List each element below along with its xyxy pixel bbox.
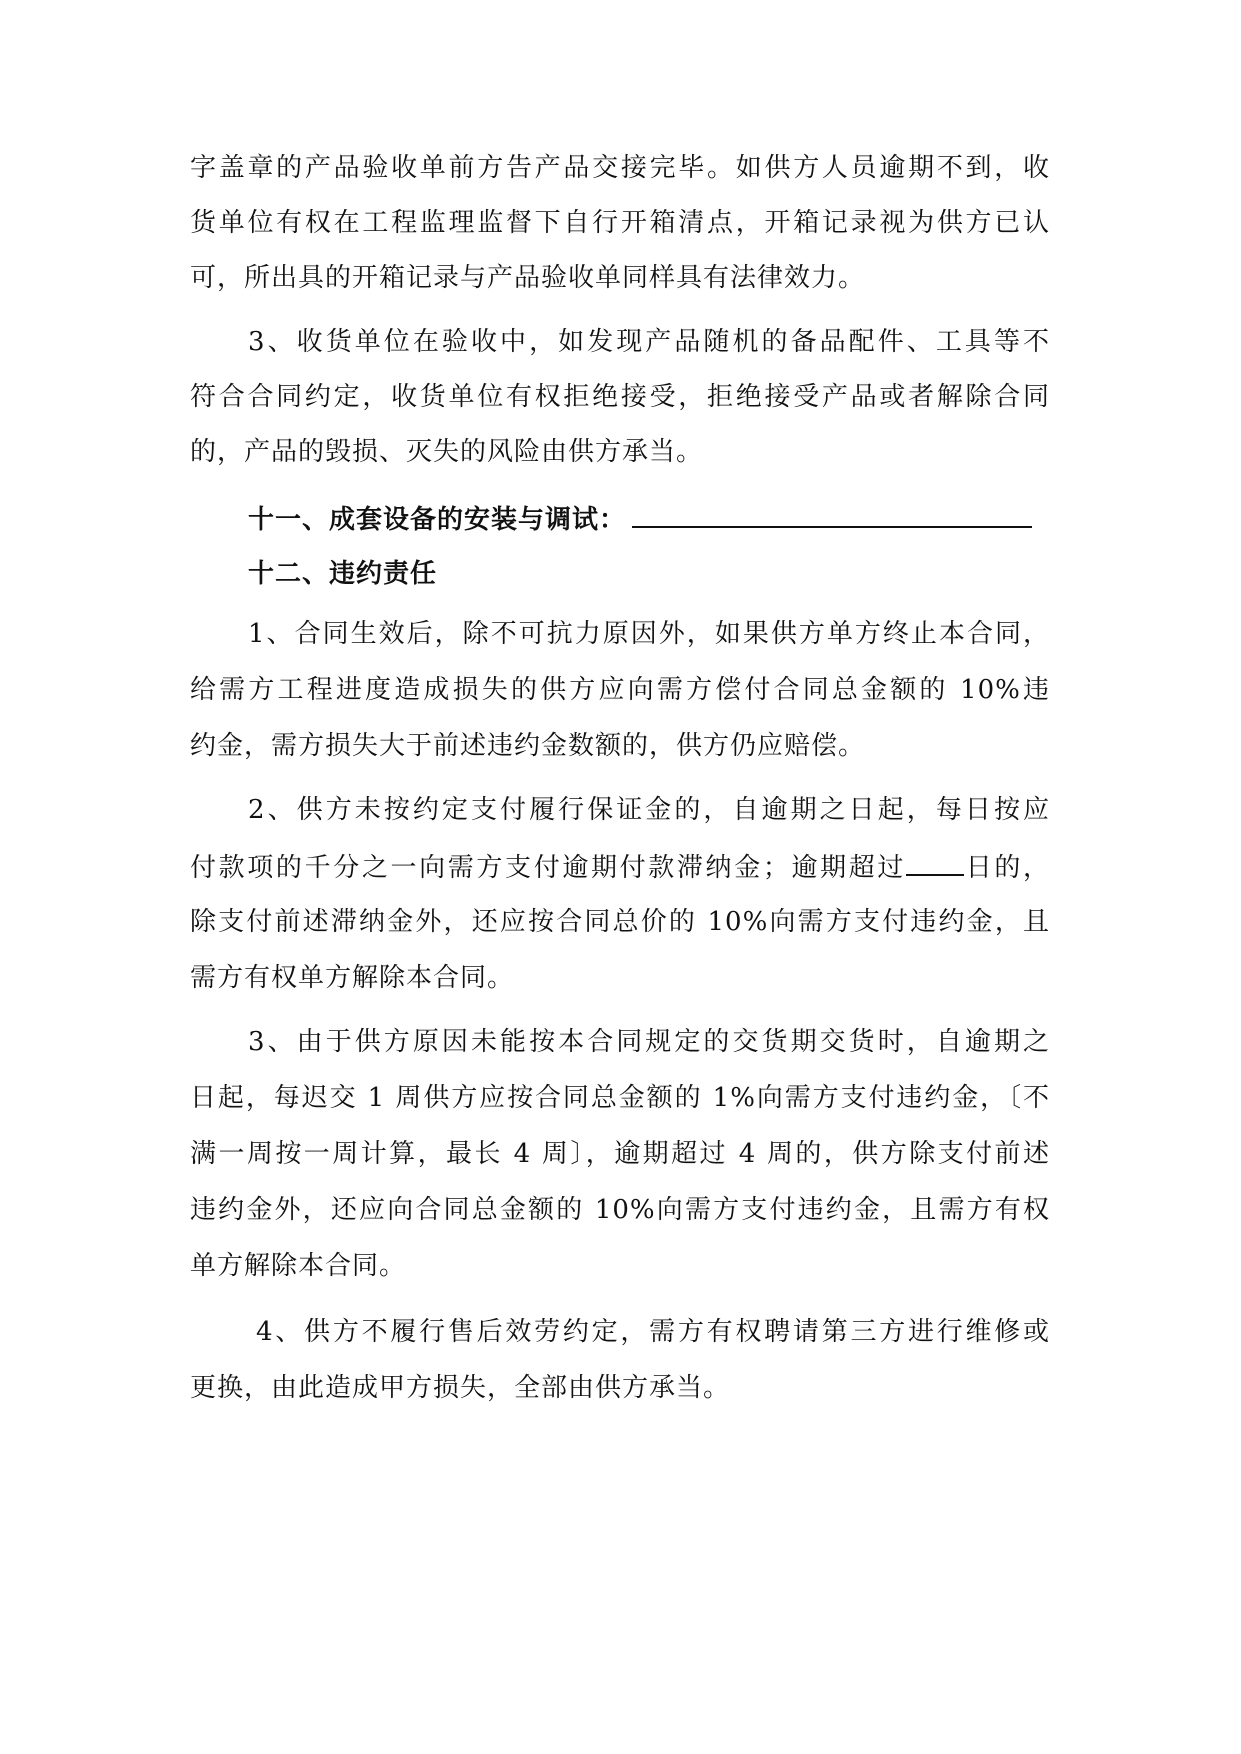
text-line: 可，所出具的开箱记录与产品验收单同样具有法律效力。 bbox=[190, 263, 866, 293]
text-line: 3、收货单位在验收中，如发现产品随机的备品配件、工具等不 bbox=[248, 327, 1050, 357]
blank-underline bbox=[906, 848, 964, 876]
heading-text: 十一、成套设备的安装与调试： bbox=[248, 505, 627, 535]
text-line: 字盖章的产品验收单前方告产品交接完毕。如供方人员逾期不到，收 bbox=[190, 153, 1050, 183]
text-line: 日起，每迟交 1 周供方应按合同总金额的 1%向需方支付违约金，〔不 bbox=[190, 1083, 1050, 1113]
text-line: 的，产品的毁损、灭失的风险由供方承当。 bbox=[190, 437, 704, 467]
text-segment: 付款项的千分之一向需方支付逾期付款滞纳金；逾期超过 bbox=[190, 853, 907, 883]
text-line: 1、合同生效后，除不可抗力原因外，如果供方单方终止本合同， bbox=[248, 619, 1050, 649]
text-line: 符合合同约定，收货单位有权拒绝接受，拒绝接受产品或者解除合同 bbox=[190, 382, 1050, 412]
text-line: 给需方工程进度造成损失的供方应向需方偿付合同总金额的 10%违 bbox=[190, 675, 1050, 705]
text-line: 违约金外，还应向合同总金额的 10%向需方支付违约金，且需方有权 bbox=[190, 1195, 1050, 1225]
text-line: 满一周按一周计算，最长 4 周〕，逾期超过 4 周的，供方除支付前述 bbox=[190, 1139, 1050, 1169]
text-line: 3、由于供方原因未能按本合同规定的交货期交货时，自逾期之 bbox=[248, 1027, 1050, 1057]
text-line: 货单位有权在工程监理监督下自行开箱清点，开箱记录视为供方已认 bbox=[190, 208, 1050, 238]
text-line: 需方有权单方解除本合同。 bbox=[190, 963, 515, 993]
text-line: 2、供方未按约定支付履行保证金的，自逾期之日起，每日按应 bbox=[248, 795, 1050, 825]
section-heading-12: 十二、违约责任 bbox=[248, 559, 438, 589]
text-line: 约金，需方损失大于前述违约金数额的，供方仍应赔偿。 bbox=[190, 731, 866, 761]
section-heading-11 bbox=[190, 498, 1050, 534]
text-line: 更换，由此造成甲方损失，全部由供方承当。 bbox=[190, 1373, 731, 1403]
text-line: 4、供方不履行售后效劳约定，需方有权聘请第三方进行维修或 bbox=[256, 1317, 1050, 1347]
text-line: 单方解除本合同。 bbox=[190, 1251, 407, 1281]
text-segment: 日的， bbox=[964, 853, 1050, 883]
text-line-with-blank bbox=[190, 848, 1050, 884]
blank-underline bbox=[632, 498, 1032, 528]
text-line: 除支付前述滞纳金外，还应按合同总价的 10%向需方支付违约金，且 bbox=[190, 907, 1050, 937]
